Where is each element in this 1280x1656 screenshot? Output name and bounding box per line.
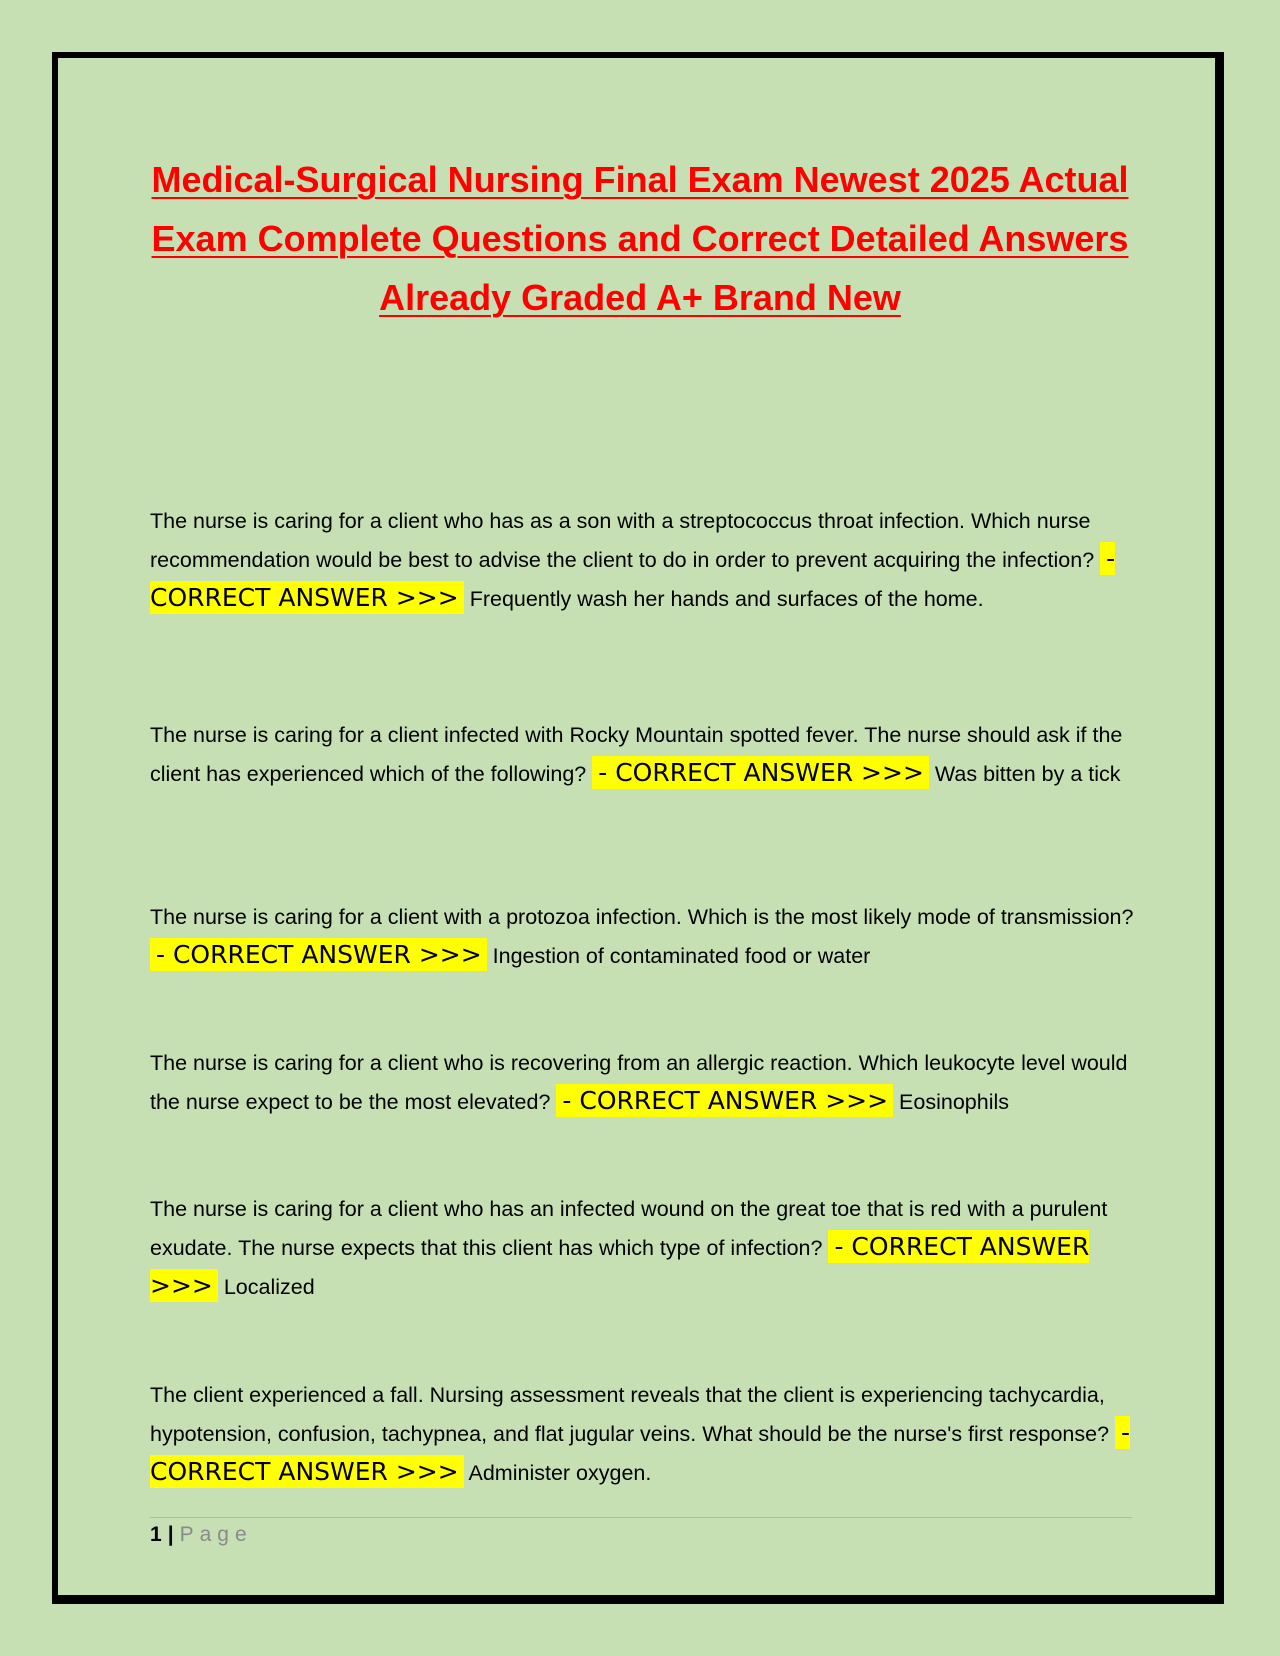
page-label: Page bbox=[179, 1523, 253, 1546]
footer-separator: | bbox=[167, 1523, 174, 1546]
page-footer bbox=[150, 1521, 253, 1549]
qa-item-6 bbox=[150, 1376, 1135, 1492]
correct-answer-marker: - CORRECT ANSWER >>> bbox=[150, 1418, 1131, 1486]
question-text: The nurse is caring for a client who has an infected wound on the great toe that is red with a purulent exudate. The nurse expects that this client has which type of infection? bbox=[150, 1197, 1108, 1260]
answer-text: Frequently wash her hands and surfaces of the home. bbox=[469, 587, 984, 611]
answer-text: Was bitten by a tick bbox=[934, 762, 1121, 786]
page-number: 1 bbox=[150, 1523, 162, 1546]
correct-answer-marker: - CORRECT ANSWER >>> bbox=[150, 1232, 1090, 1300]
qa-item-1 bbox=[150, 502, 1135, 618]
qa-item-4 bbox=[150, 1044, 1135, 1121]
correct-answer-marker: - CORRECT ANSWER >>> bbox=[592, 756, 929, 789]
qa-item-2 bbox=[150, 716, 1135, 793]
qa-item-3 bbox=[150, 898, 1135, 975]
answer-text: Ingestion of contaminated food or water bbox=[492, 944, 871, 968]
correct-answer-marker: - CORRECT ANSWER >>> bbox=[556, 1084, 893, 1117]
footer-divider bbox=[150, 1517, 1132, 1518]
question-text: The nurse is caring for a client with a protozoa infection. Which is the most likely mode of transmission? bbox=[150, 905, 1134, 929]
question-text: The nurse is caring for a client infected with Rocky Mountain spotted fever. The nurse should ask if the client has experienced which of the following? bbox=[150, 723, 1123, 786]
answer-text: Eosinophils bbox=[899, 1090, 1010, 1114]
answer-text: Localized bbox=[223, 1275, 315, 1299]
correct-answer-marker: - CORRECT ANSWER >>> bbox=[150, 544, 1116, 612]
qa-item-5 bbox=[150, 1190, 1135, 1306]
correct-answer-marker: - CORRECT ANSWER >>> bbox=[150, 938, 487, 971]
answer-text: Administer oxygen. bbox=[468, 1461, 652, 1485]
question-text: The nurse is caring for a client who has as a son with a streptococcus throat infection. Which nurse recommendation would be best to advise the client to do in order to prevent acquiring the infection? bbox=[150, 509, 1095, 572]
document-title: Medical-Surgical Nursing Final Exam Newest 2025 Actual Exam Complete Questions and Correct Detailed Answers Already Graded A+ Brand New bbox=[151, 159, 1129, 318]
question-text: The nurse is caring for a client who is recovering from an allergic reaction. Which leukocyte level would the nurse expect to be the most elevated? bbox=[150, 1051, 1128, 1114]
question-text: The client experienced a fall. Nursing assessment reveals that the client is experiencing tachycardia, hypotension, confusion, tachypnea, and flat jugular veins. What should be the nurse's first response? bbox=[150, 1383, 1110, 1446]
